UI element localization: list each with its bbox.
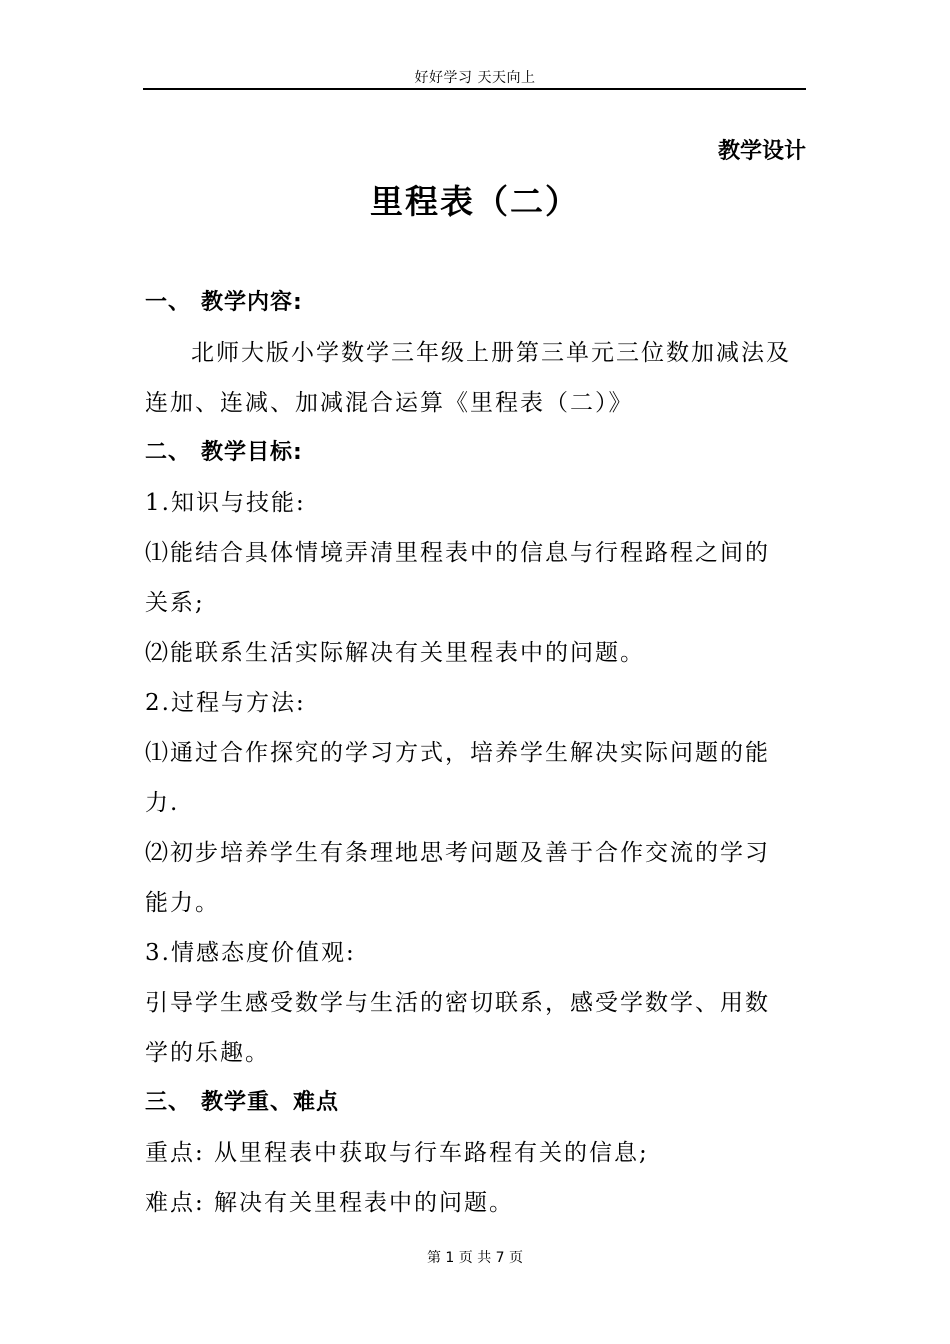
section-number: 三、: [145, 1090, 192, 1115]
paragraph-line: ⑴通过合作探究的学习方式，培养学生解决实际问题的能: [145, 740, 770, 766]
paragraph-line: 难点: 解决有关里程表中的问题。: [145, 1190, 515, 1216]
subsection-label: 3.情感态度价值观:: [145, 940, 356, 966]
section-heading-teaching-content: [145, 278, 807, 328]
paragraph-line: ⑵能联系生活实际解决有关里程表中的问题。: [145, 640, 645, 666]
paragraph-line: ⑴能结合具体情境弄清里程表中的信息与行程路程之间的: [145, 540, 770, 566]
subsection-label: 1.知识与技能:: [145, 490, 306, 516]
paragraph-line: 连加、连减、加减混合运算《里程表（二）》: [145, 390, 634, 416]
section-number: 二、: [145, 440, 192, 465]
paragraph-line: 引导学生感受数学与生活的密切联系，感受学数学、用数: [145, 990, 770, 1016]
paragraph-line: ⑵初步培养学生有条理地思考问题及善于合作交流的学习: [145, 840, 770, 866]
paragraph-line: 北师大版小学数学三年级上册第三单元三位数加减法及: [191, 340, 791, 366]
section-heading-key-points: [145, 1078, 807, 1128]
document-body: [145, 278, 807, 1228]
document-type-label: 教学设计: [717, 139, 806, 164]
paragraph-line: 能力。: [145, 890, 220, 916]
paragraph-line: 关系;: [145, 590, 205, 616]
header-rule: [143, 88, 806, 90]
section-title: 教学内容:: [201, 290, 303, 315]
paragraph-line: 重点: 从里程表中获取与行车路程有关的信息;: [145, 1140, 649, 1166]
section-number: 一、: [145, 290, 192, 315]
section-title: 教学重、难点: [201, 1090, 340, 1115]
subsection-label: 2.过程与方法:: [145, 690, 306, 716]
section-title: 教学目标:: [201, 440, 303, 465]
page-footer: 第 1 页 共 7 页: [426, 1250, 524, 1266]
paragraph-line: 学的乐趣。: [145, 1040, 270, 1066]
page-header: 好好学习 天天向上: [414, 70, 536, 86]
document-title: 里程表（二）: [370, 182, 580, 221]
section-heading-teaching-objectives: [145, 428, 807, 478]
paragraph-line: 力.: [145, 790, 180, 816]
